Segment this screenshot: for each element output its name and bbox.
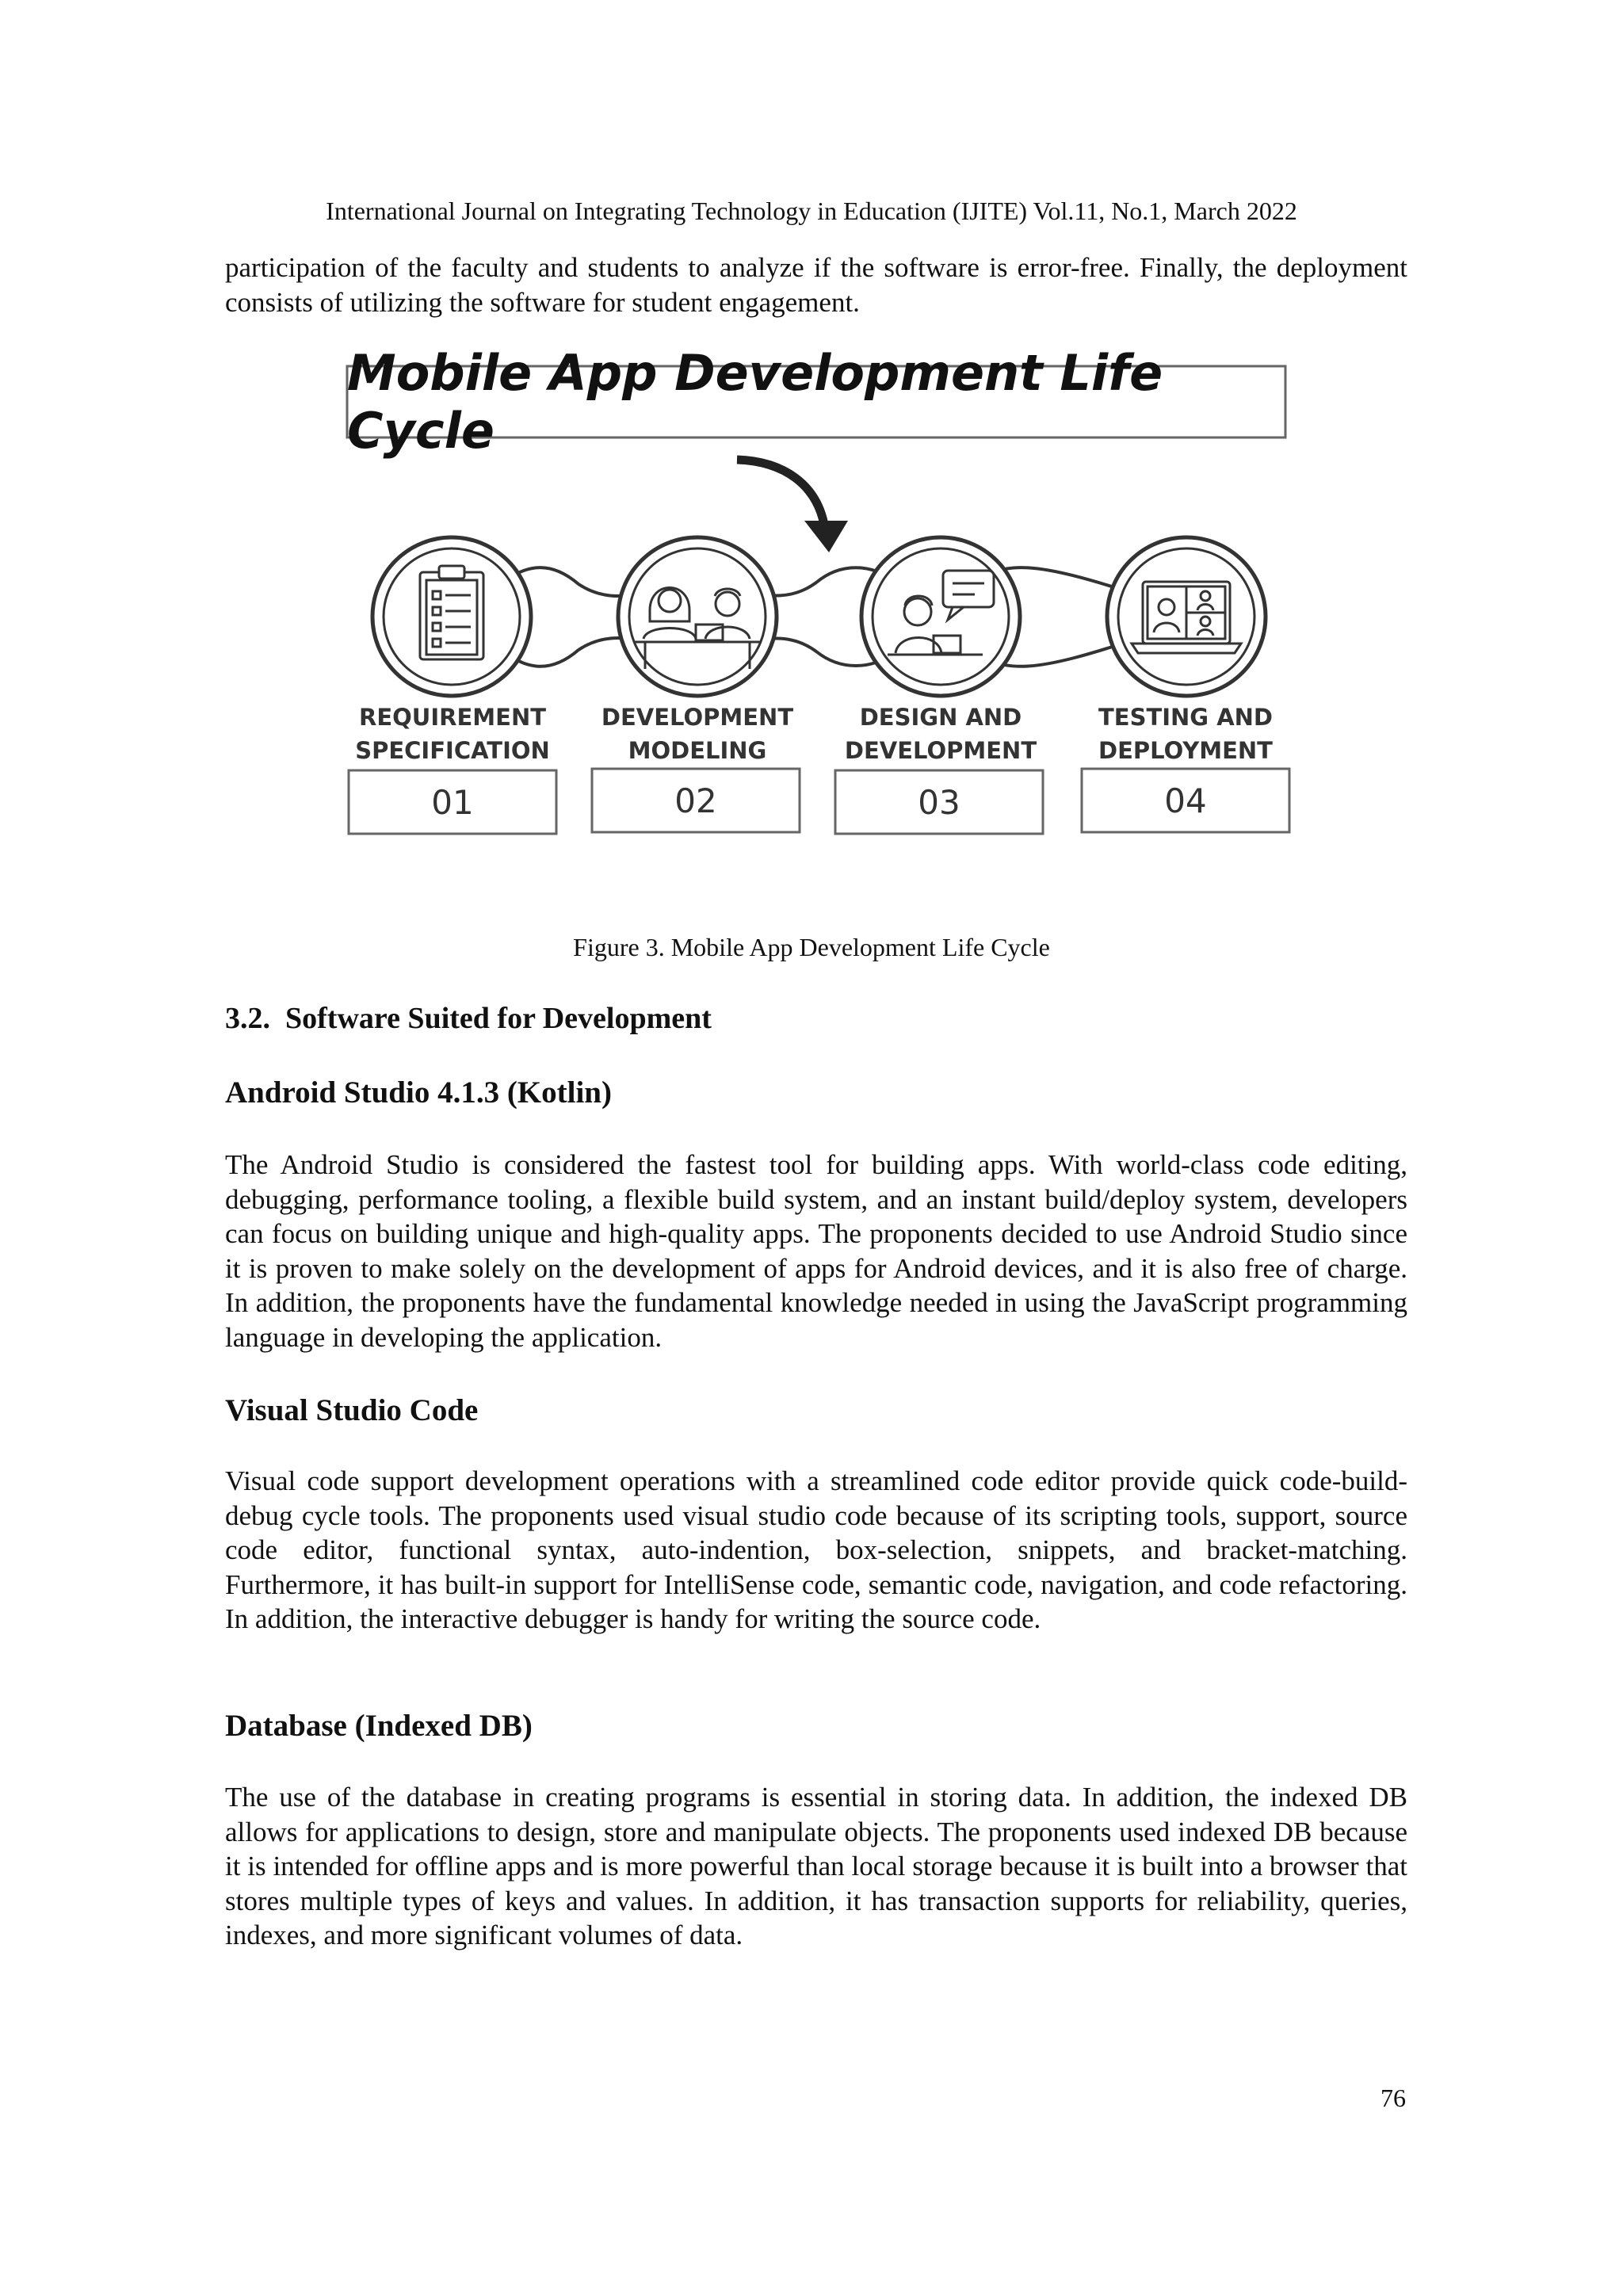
page-number: 76 [1381,2084,1406,2112]
subsection-heading-visual-studio-code: Visual Studio Code [225,1393,479,1427]
video-conference-icon [1132,582,1241,653]
section-number: 3.2. [225,1002,270,1035]
stage-label-2: DEVELOPMENT MODELING [601,704,794,764]
subsection-heading-android-studio: Android Studio 4.1.3 (Kotlin) [225,1075,612,1110]
stage-circle-2 [618,537,777,696]
section-title: Software Suited for Development [285,1002,712,1035]
connector-band [487,567,1141,667]
paragraph-android-studio: The Android Studio is considered the fastest tool for building apps. With world-class code editing, debugging, performance tooling, a flexible build system, and an instant build/deploy system, developers can focus on building unique and high-quality apps. The proponents decided to use Android Studio since it is proven to make solely on the development of apps for Android devices, and it is also free of charge. In addition, the proponents have the fundamental knowledge needed in using the JavaScript programming language in developing the application. [225,1149,1407,1353]
paragraph-visual-studio-code: Visual code support development operations with a streamlined code editor provide quick code-build-debug cycle tools. The proponents used visual studio code because of its scripting tools, support, source code editor, functional syntax, auto-indention, box-selection, snippets, and bracket-matching. Furthermore, it has built-in support for IntelliSense code, semantic code, navigation, and code refactoring. In addition, the interactive debugger is handy for writing the source code. [225,1465,1407,1634]
stage-circle-1 [372,537,531,696]
paragraph-indexed-db: The use of the database in creating programs is essential in storing data. In addition, the indexed DB allows for applications to design, store and manipulate objects. The proponents used indexed DB because it is intended for offline apps and is more powerful than local storage because it is built into a browser that stores multiple types of keys and values. In addition, it has transaction supports for reliability, queries, indexes, and more significant volumes of data. [225,1782,1407,1950]
stage-label-3: DESIGN AND DEVELOPMENT [844,704,1037,764]
section-heading [225,1000,712,1037]
lifecycle-figure [341,344,1292,897]
subsection-heading-indexed-db: Database (Indexed DB) [225,1709,533,1743]
stage-label-1: REQUIREMENT SPECIFICATION [355,704,550,764]
curved-arrow-icon [737,460,848,552]
stage-label-4: TESTING AND DEPLOYMENT [1098,704,1273,764]
stage-number-3: 03 [918,782,960,822]
intro-paragraph: participation of the faculty and students to analyze if the software is error-free. Finally, the deployment consists of utilizing the software for student engagement. [225,252,1407,318]
stage-number-2: 02 [674,781,717,820]
running-head: International Journal on Integrating Technology in Education (IJITE) Vol.11, No.1, March 2022 [326,197,1297,225]
stage-number-1: 01 [431,782,474,822]
stage-number-4: 04 [1164,781,1207,820]
stage-circle-3 [861,537,1020,696]
figure-title: Mobile App Development Life Cycle [347,344,1163,460]
figure-caption: Figure 3. Mobile App Development Life Cycle [573,933,1050,961]
